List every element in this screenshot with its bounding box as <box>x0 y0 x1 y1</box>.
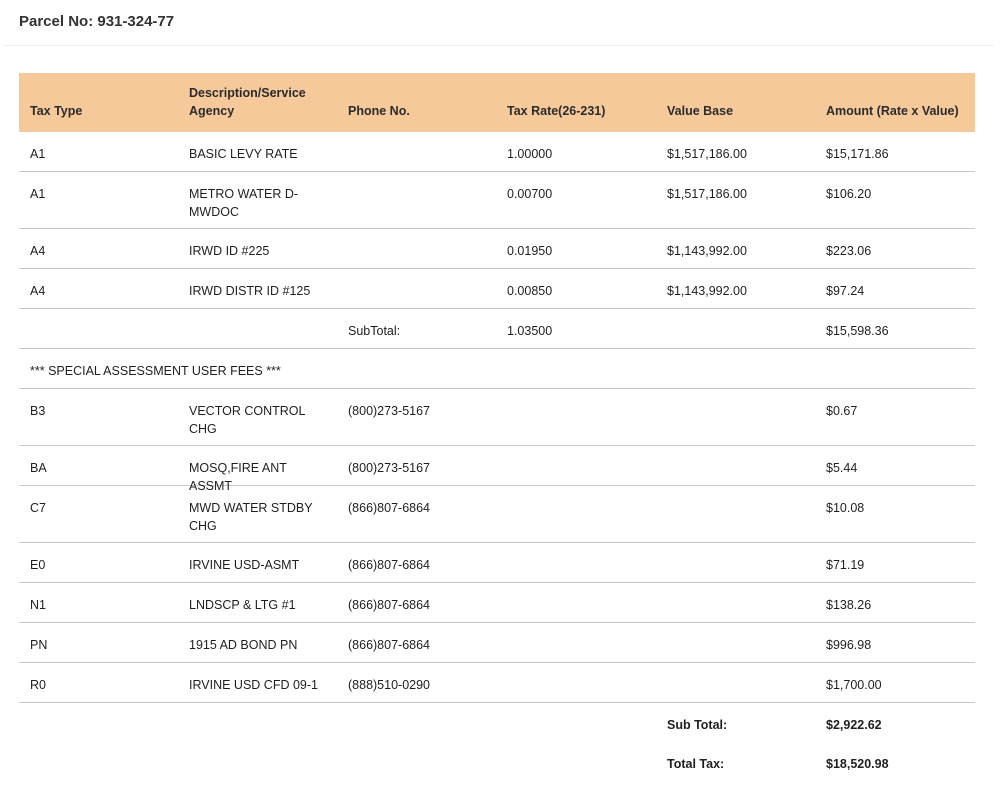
amount-cell: $10.08 <box>826 501 865 515</box>
tax-type-cell: E0 <box>30 558 46 572</box>
page-header <box>4 0 994 46</box>
special-assessment-header-row <box>19 349 975 389</box>
tax-table <box>19 73 975 781</box>
table-row <box>19 583 975 623</box>
amount-cell: $106.20 <box>826 187 872 201</box>
description-cell: LNDSCP & LTG #1 <box>189 598 296 612</box>
tax-type-cell: R0 <box>30 678 46 692</box>
description-cell: IRVINE USD-ASMT <box>189 558 300 572</box>
col-description: Description/Service Agency <box>189 86 306 118</box>
col-tax-rate: Tax Rate(26-231) <box>507 104 606 118</box>
table-row <box>19 172 975 229</box>
table-header <box>19 73 975 132</box>
amount-cell: $223.06 <box>826 244 872 258</box>
tax-type-cell: PN <box>30 638 48 652</box>
phone-cell: (866)807-6864 <box>348 598 431 612</box>
table-row <box>19 543 975 583</box>
phone-cell: (888)510-0290 <box>348 678 431 692</box>
amount-cell: $996.98 <box>826 638 872 652</box>
phone-cell <box>337 229 496 268</box>
description-cell: IRVINE USD CFD 09-1 <box>189 678 318 692</box>
description-cell: 1915 AD BOND PN <box>189 638 298 652</box>
phone-cell: (800)273-5167 <box>348 404 431 418</box>
description-cell: METRO WATER D-MWDOC <box>189 187 299 219</box>
value-base-cell: $1,143,992.00 <box>667 244 747 258</box>
table-row <box>19 132 975 172</box>
subtotal-rate: 1.03500 <box>507 324 553 338</box>
total-tax-row <box>19 742 975 781</box>
phone-cell: (866)807-6864 <box>348 638 431 652</box>
subtotal-amount: $15,598.36 <box>826 324 889 338</box>
tax-type-cell: C7 <box>30 501 46 515</box>
subtotal-label: SubTotal: <box>348 324 401 338</box>
table-row <box>19 389 975 446</box>
col-tax-type: Tax Type <box>30 104 83 118</box>
col-value-base: Value Base <box>667 104 734 118</box>
value-base-cell: $1,517,186.00 <box>667 187 747 201</box>
description-cell: MOSQ,FIRE ANT ASSMT <box>189 461 287 493</box>
col-amount: Amount (Rate x Value) <box>826 104 959 118</box>
levy-subtotal-row <box>19 309 975 349</box>
table-row <box>19 229 975 269</box>
table-row <box>19 269 975 309</box>
phone-cell: (866)807-6864 <box>348 558 431 572</box>
rate-cell: 0.00850 <box>507 284 553 298</box>
phone-cell: (866)807-6864 <box>348 501 431 515</box>
rate-cell: 1.00000 <box>507 147 553 161</box>
tax-type-cell: A4 <box>30 284 46 298</box>
tax-type-cell: B3 <box>30 404 46 418</box>
amount-cell: $5.44 <box>826 461 858 475</box>
rate-cell: 0.01950 <box>507 244 553 258</box>
sub-total-amount: $2,922.62 <box>826 718 882 732</box>
table-row <box>19 446 975 493</box>
tax-type-cell: BA <box>30 461 47 475</box>
phone-cell <box>337 132 496 171</box>
total-tax-label: Total Tax: <box>667 757 725 771</box>
amount-cell: $0.67 <box>826 404 858 418</box>
phone-cell: (800)273-5167 <box>348 461 431 475</box>
sub-total-label: Sub Total: <box>667 718 728 732</box>
amount-cell: $1,700.00 <box>826 678 882 692</box>
description-cell: IRWD ID #225 <box>189 244 270 258</box>
description-cell: IRWD DISTR ID #125 <box>189 284 311 298</box>
tax-type-cell: A1 <box>30 187 46 201</box>
description-cell: VECTOR CONTROL CHG <box>189 404 305 436</box>
phone-cell <box>337 269 496 308</box>
table-row <box>19 486 975 543</box>
tax-type-cell: N1 <box>30 598 46 612</box>
total-tax-amount: $18,520.98 <box>826 757 889 771</box>
value-base-cell: $1,517,186.00 <box>667 147 747 161</box>
tax-type-cell: A1 <box>30 147 46 161</box>
table-row <box>19 663 975 703</box>
sub-total-row <box>19 703 975 742</box>
parcel-number-title: Parcel No: 931-324-77 <box>19 13 175 30</box>
description-cell: BASIC LEVY RATE <box>189 147 298 161</box>
col-phone: Phone No. <box>348 104 410 118</box>
phone-cell <box>337 172 496 228</box>
table-row <box>19 623 975 663</box>
description-cell: MWD WATER STDBY CHG <box>189 501 313 533</box>
amount-cell: $71.19 <box>826 558 865 572</box>
special-assessment-header: *** SPECIAL ASSESSMENT USER FEES *** <box>30 364 281 378</box>
tax-type-cell: A4 <box>30 244 46 258</box>
amount-cell: $15,171.86 <box>826 147 889 161</box>
amount-cell: $138.26 <box>826 598 872 612</box>
amount-cell: $97.24 <box>826 284 865 298</box>
rate-cell: 0.00700 <box>507 187 553 201</box>
value-base-cell: $1,143,992.00 <box>667 284 747 298</box>
